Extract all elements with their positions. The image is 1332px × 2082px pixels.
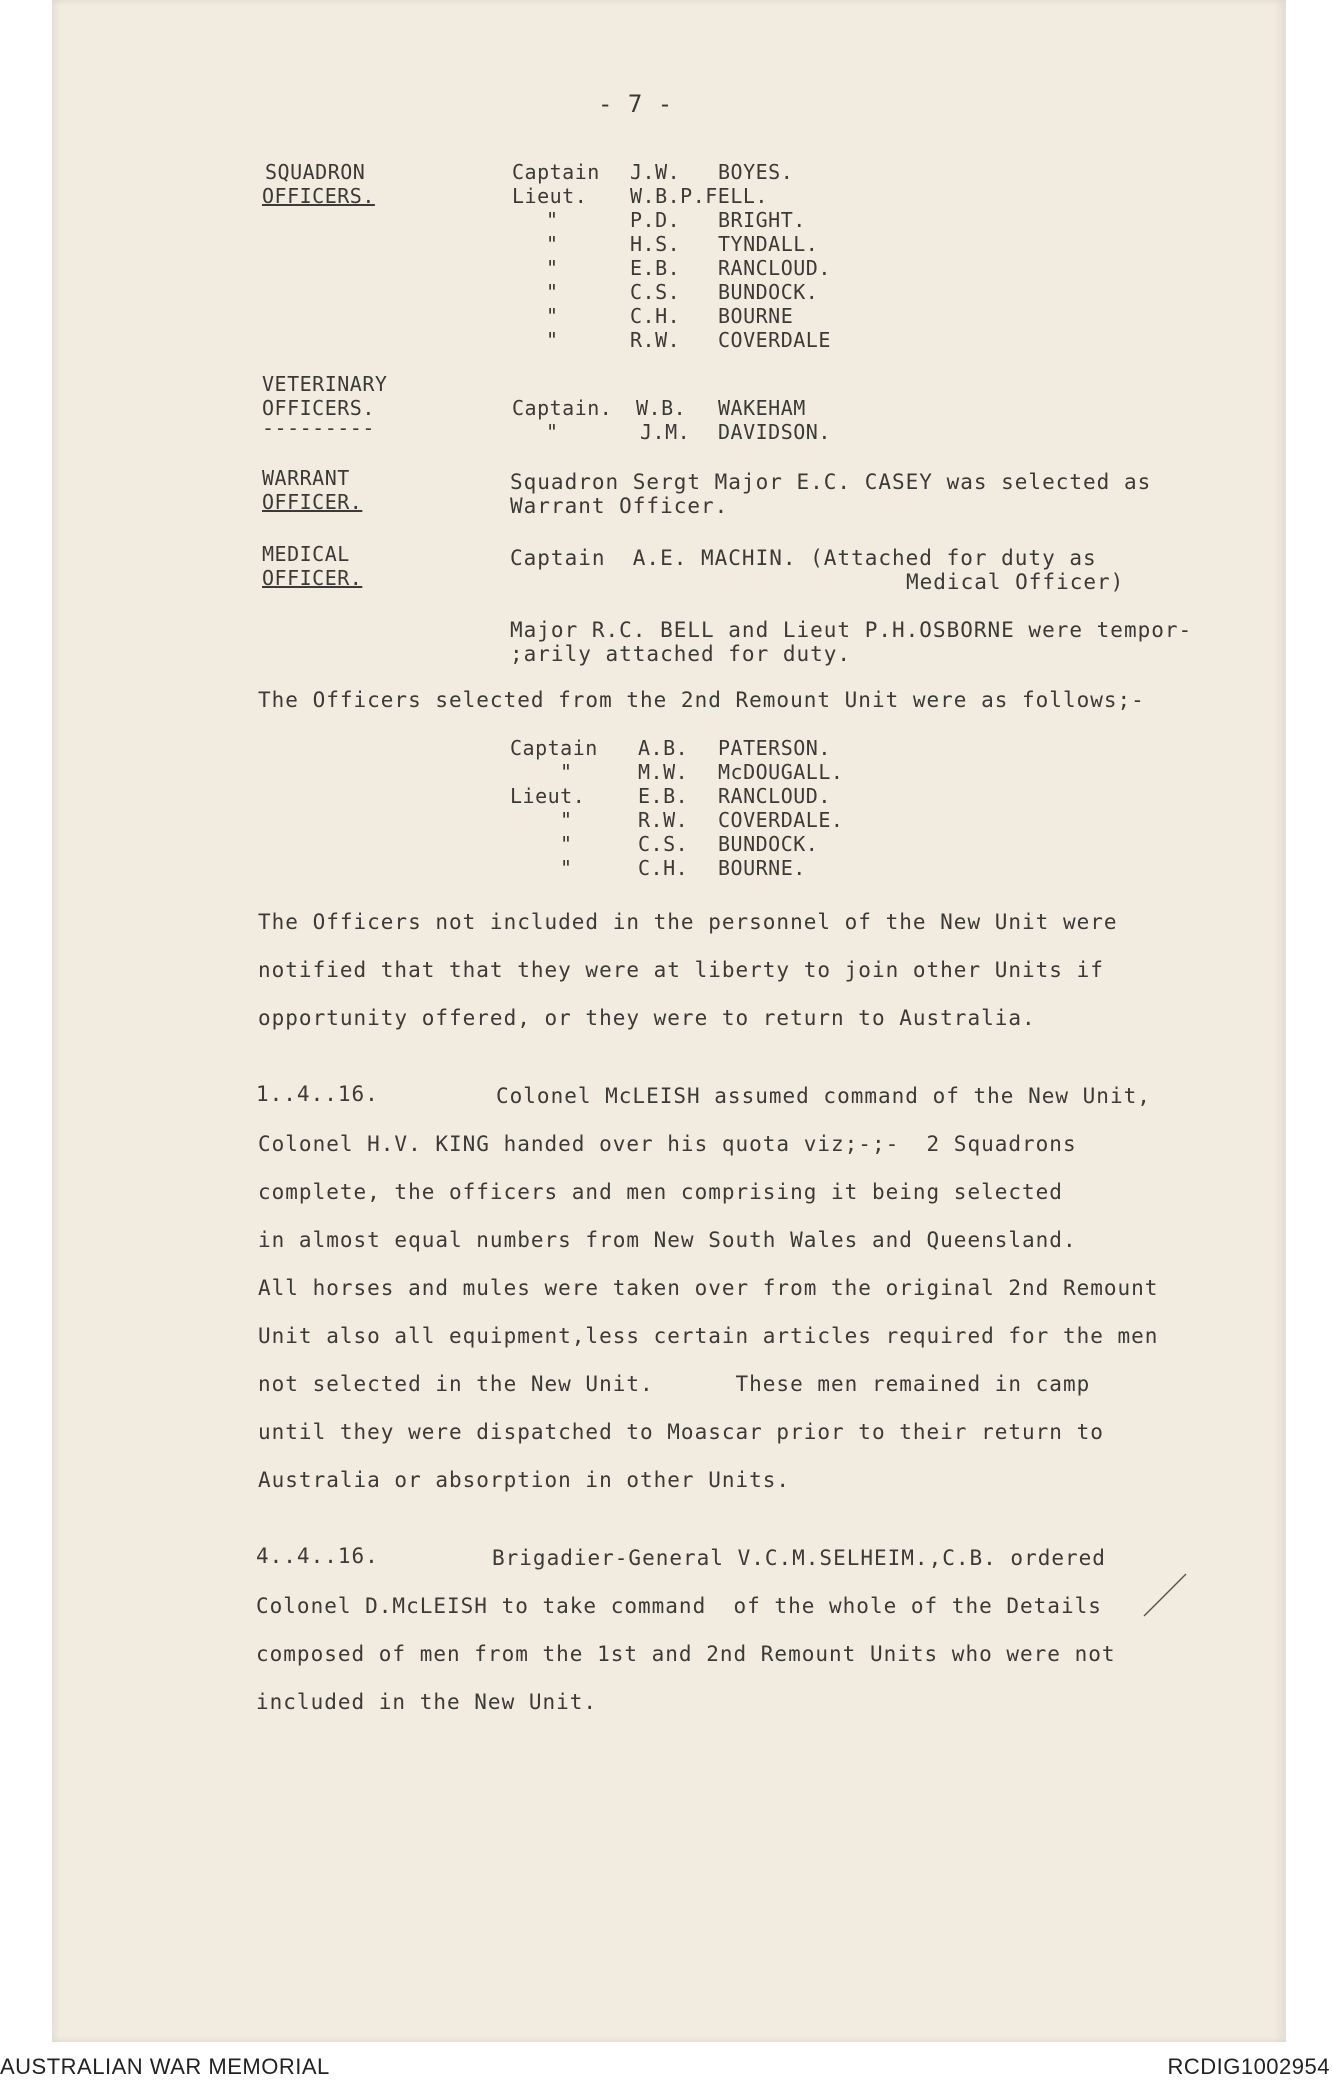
entry-line: Brigadier-General V.C.M.SELHEIM.,C.B. ordered (492, 1546, 1106, 1570)
officer-rank: Captain. (512, 396, 613, 420)
entry-date: 4..4..16. (256, 1544, 379, 1568)
ditto-mark: " (546, 208, 559, 232)
entry-line: Unit also all equipment,less certain articles required for the men (258, 1324, 1159, 1348)
ditto-mark: " (546, 420, 559, 444)
medical-heading: MEDICAL (262, 542, 350, 566)
paragraph-line: The Officers not included in the personnel of the New Unit were (258, 910, 1118, 934)
officer-initials: W.B. (636, 396, 687, 420)
entry-line: included in the New Unit. (256, 1690, 598, 1714)
entry-line: All horses and mules were taken over from the original 2nd Remount (258, 1276, 1159, 1300)
warrant-heading-officer: OFFICER. (262, 490, 363, 514)
ditto-mark: " (546, 280, 559, 304)
veterinary-heading: VETERINARY (262, 372, 388, 396)
ditto-mark: " (560, 760, 573, 784)
officer-surname: COVERDALE. (718, 808, 844, 832)
medical-text: Medical Officer) (906, 570, 1125, 594)
officer-initials: A.B. (638, 736, 689, 760)
entry-line: Colonel H.V. KING handed over his quota viz;-;- 2 Squadrons (258, 1132, 1077, 1156)
officer-rank: Lieut. (510, 784, 586, 808)
officer-initials: E.B. (638, 784, 689, 808)
officer-surname: RANCLOUD. (718, 784, 831, 808)
officer-rank: Captain (510, 736, 598, 760)
paragraph-line: notified that that they were at liberty to join other Units if (258, 958, 1104, 982)
ditto-mark: " (560, 808, 573, 832)
attached-note: Major R.C. BELL and Lieut P.H.OSBORNE were tempor- (510, 618, 1193, 642)
entry-line: in almost equal numbers from New South Wales and Queensland. (258, 1228, 1077, 1252)
paragraph-line: opportunity offered, or they were to return to Australia. (258, 1006, 1036, 1030)
entry-line: Colonel McLEISH assumed command of the New Unit, (496, 1084, 1151, 1108)
warrant-text: Warrant Officer. (510, 494, 729, 518)
officer-initials: E.B. (630, 256, 681, 280)
officer-initials: H.S. (630, 232, 681, 256)
officer-initials: M.W. (638, 760, 689, 784)
officer-initials: R.W. (630, 328, 681, 352)
ditto-mark: " (560, 856, 573, 880)
officer-rank: Lieut. (512, 184, 588, 208)
veterinary-heading-rule: --------- (262, 416, 375, 440)
entry-date: 1..4..16. (256, 1082, 379, 1106)
warrant-text: Squadron Sergt Major E.C. CASEY was selected as (510, 470, 1152, 494)
officer-initials: C.H. (638, 856, 689, 880)
medical-text: Captain A.E. MACHIN. (Attached for duty as (510, 546, 1097, 570)
officer-initials: R.W. (638, 808, 689, 832)
ditto-mark: " (546, 304, 559, 328)
ditto-mark: " (546, 328, 559, 352)
warrant-heading: WARRANT (262, 466, 350, 490)
officer-initials: J.W. (630, 160, 681, 184)
medical-heading-officer: OFFICER. (262, 566, 363, 590)
ditto-mark: " (560, 832, 573, 856)
officer-surname: BOYES. (718, 160, 794, 184)
squadron-heading-officers: OFFICERS. (262, 184, 375, 208)
officer-initials: C.H. (630, 304, 681, 328)
officer-surname: BOURNE (718, 304, 794, 328)
officer-surname: BUNDOCK. (718, 280, 819, 304)
footer-institution: AUSTRALIAN WAR MEMORIAL (0, 2054, 330, 2079)
officer-surname: BRIGHT. (718, 208, 806, 232)
pen-stroke-mark (1140, 1570, 1190, 1620)
attached-note: ;arily attached for duty. (510, 642, 852, 666)
entry-line: until they were dispatched to Moascar prior to their return to (258, 1420, 1104, 1444)
veterinary-heading-officers: OFFICERS. (262, 396, 375, 420)
officer-surname: TYNDALL. (718, 232, 819, 256)
officer-surname: COVERDALE (718, 328, 831, 352)
officer-surname: BUNDOCK. (718, 832, 819, 856)
officer-rank: Captain (512, 160, 600, 184)
squadron-heading: SQUADRON (265, 160, 366, 184)
footer-identifier: RCDIG1002954 (1167, 2054, 1330, 2079)
officer-surname: WAKEHAM (718, 396, 806, 420)
officer-initials: C.S. (638, 832, 689, 856)
officer-surname: PATERSON. (718, 736, 831, 760)
ditto-mark: " (546, 232, 559, 256)
entry-line: Australia or absorption in other Units. (258, 1468, 791, 1492)
officer-initials: P.D. (630, 208, 681, 232)
officer-surname: RANCLOUD. (718, 256, 831, 280)
officer-initials: W.B.P.FELL. (630, 184, 768, 208)
officer-surname: DAVIDSON. (718, 420, 831, 444)
officer-initials: C.S. (630, 280, 681, 304)
ditto-mark: " (546, 256, 559, 280)
entry-line: Colonel D.McLEISH to take command of the whole of the Details (256, 1594, 1102, 1618)
officer-surname: BOURNE. (718, 856, 806, 880)
remount-intro: The Officers selected from the 2nd Remount Unit were as follows;- (258, 688, 1145, 712)
officer-surname: McDOUGALL. (718, 760, 844, 784)
page-number: - 7 - (598, 90, 673, 118)
entry-line: not selected in the New Unit. These men remained in camp (258, 1372, 1091, 1396)
entry-line: complete, the officers and men comprising it being selected (258, 1180, 1063, 1204)
entry-line: composed of men from the 1st and 2nd Remount Units who were not (256, 1642, 1116, 1666)
officer-initials: J.M. (640, 420, 691, 444)
